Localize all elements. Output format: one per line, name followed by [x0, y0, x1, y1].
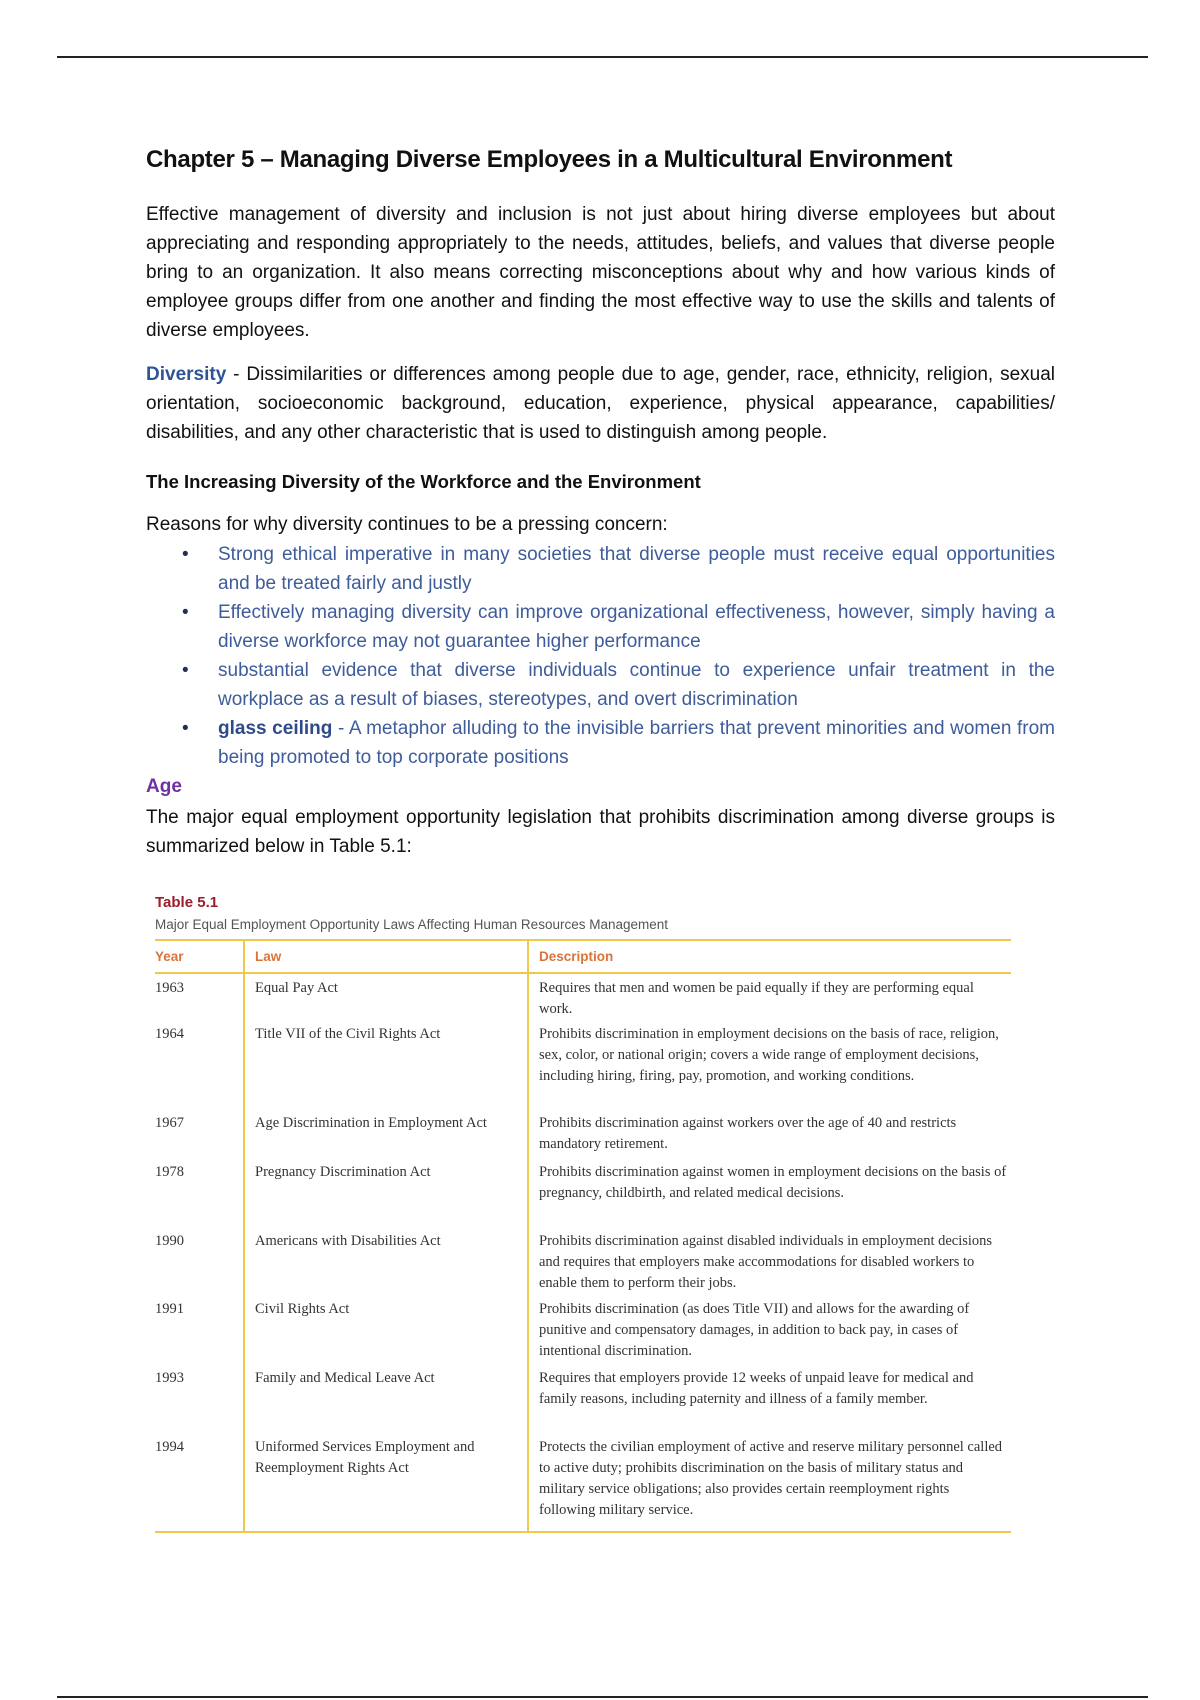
- table-row: [155, 1227, 1011, 1295]
- table-number: Table 5.1: [155, 894, 219, 911]
- footer-rule: [57, 1696, 1148, 1698]
- glass-ceiling-term: glass ceiling: [218, 718, 333, 739]
- reasons-list: [146, 540, 1055, 772]
- diversity-term: Diversity: [146, 364, 227, 385]
- table-row: [155, 973, 1011, 1020]
- year-cell: 1994: [155, 1433, 244, 1532]
- bullet-icon: •: [182, 660, 189, 681]
- bullet-text: - A metaphor alluding to the invisible barriers that prevent minorities and women from being promoted to top corporate positions: [218, 718, 1055, 768]
- description-cell: Prohibits discrimination against disabled individuals in employment decisions and requires that employers make accommodations for disabled workers to enable them to perform their jobs.: [539, 1233, 993, 1291]
- law-cell: Americans with Disabilities Act: [244, 1227, 528, 1295]
- law-cell: Equal Pay Act: [244, 973, 528, 1020]
- bullet-icon: •: [182, 544, 189, 565]
- table-row: [155, 1364, 1011, 1433]
- description-cell: Prohibits discrimination (as does Title VII) and allows for the awarding of punitive and compensatory damages, in addition to back pay, in cases of intentional discrimination.: [539, 1301, 970, 1359]
- law-cell: Title VII of the Civil Rights Act: [244, 1020, 528, 1109]
- description-cell: Requires that employers provide 12 weeks of unpaid leave for medical and family reasons, including paternity and illness of a family member.: [539, 1370, 974, 1407]
- column-header-year: Year: [155, 940, 244, 973]
- age-heading: Age: [146, 776, 182, 797]
- bullet-text: Strong ethical imperative in many societies that diverse people must receive equal opportunities and be treated fairly and justly: [218, 544, 1055, 594]
- description-cell: Requires that men and women be paid equally if they are performing equal work.: [539, 980, 974, 1017]
- list-item: [146, 598, 1055, 656]
- table-row: [155, 1109, 1011, 1158]
- table-row: [155, 1020, 1011, 1109]
- description-cell: Prohibits discrimination against workers over the age of 40 and restricts mandatory retirement.: [539, 1115, 957, 1152]
- table-figure: [155, 894, 1011, 1533]
- table-caption: Major Equal Employment Opportunity Laws Affecting Human Resources Management: [155, 917, 669, 932]
- column-header-law: Law: [244, 940, 528, 973]
- law-cell: Age Discrimination in Employment Act: [244, 1109, 528, 1158]
- year-cell: 1978: [155, 1158, 244, 1227]
- law-cell: Uniformed Services Employment and Reemployment Rights Act: [244, 1433, 528, 1532]
- reasons-intro: Reasons for why diversity continues to be a pressing concern:: [146, 514, 668, 535]
- list-item: [146, 540, 1055, 598]
- list-item: [146, 714, 1055, 772]
- list-item: [146, 656, 1055, 714]
- year-cell: 1991: [155, 1295, 244, 1364]
- law-cell: Family and Medical Leave Act: [244, 1364, 528, 1433]
- section-heading: The Increasing Diversity of the Workforce and the Environment: [146, 471, 701, 492]
- eeo-laws-table: [155, 939, 1011, 1533]
- law-cell: Civil Rights Act: [244, 1295, 528, 1364]
- table-row: [155, 1295, 1011, 1364]
- table-row: [155, 1158, 1011, 1227]
- intro-paragraph: Effective management of diversity and inclusion is not just about hiring diverse employees but about appreciating and responding appropriately to the needs, attitudes, beliefs, and values that diverse people bring to an organization. It also means correcting misconceptions about why and how various kinds of employee groups differ from one another and finding the most effective way to use the skills and talents of diverse employees.: [146, 204, 1055, 341]
- legislation-paragraph: The major equal employment opportunity legislation that prohibits discrimination among diverse groups is summarized below in Table 5.1:: [146, 807, 1055, 857]
- year-cell: 1993: [155, 1364, 244, 1433]
- bullet-icon: •: [182, 718, 189, 739]
- bullet-icon: •: [182, 602, 189, 623]
- chapter-title: Chapter 5 – Managing Diverse Employees in a Multicultural Environment: [146, 146, 953, 173]
- bullet-text: Effectively managing diversity can improve organizational effectiveness, however, simply having a diverse workforce may not guarantee higher performance: [218, 602, 1055, 652]
- header-rule: [57, 56, 1148, 58]
- law-cell: Pregnancy Discrimination Act: [244, 1158, 528, 1227]
- diversity-definition: [146, 360, 1055, 447]
- description-cell: Prohibits discrimination in employment decisions on the basis of race, religion, sex, color, or national origin; covers a wide range of employment decisions, including hiring, firing, pay, promotion, and working conditions.: [539, 1026, 999, 1084]
- table-row: [155, 1433, 1011, 1532]
- description-cell: Prohibits discrimination against women in employment decisions on the basis of pregnancy, childbirth, and related medical decisions.: [539, 1164, 1007, 1201]
- year-cell: 1964: [155, 1020, 244, 1109]
- description-cell: Protects the civilian employment of active and reserve military personnel called to active duty; prohibits discrimination on the basis of military status and military service obligations; also provides certain reemployment rights following military service.: [528, 1433, 1011, 1532]
- year-cell: 1990: [155, 1227, 244, 1295]
- year-cell: 1967: [155, 1109, 244, 1158]
- column-header-description: Description: [528, 940, 1011, 973]
- year-cell: 1963: [155, 973, 244, 1020]
- diversity-definition-text: - Dissimilarities or differences among people due to age, gender, race, ethnicity, religion, sexual orientation, socioeconomic background, education, experience, physical appearance, capabilities/ disabilities, and any other characteristic that is used to distinguish among people.: [146, 364, 1055, 443]
- bullet-text: substantial evidence that diverse individuals continue to experience unfair treatment in the workplace as a result of biases, stereotypes, and overt discrimination: [218, 660, 1055, 710]
